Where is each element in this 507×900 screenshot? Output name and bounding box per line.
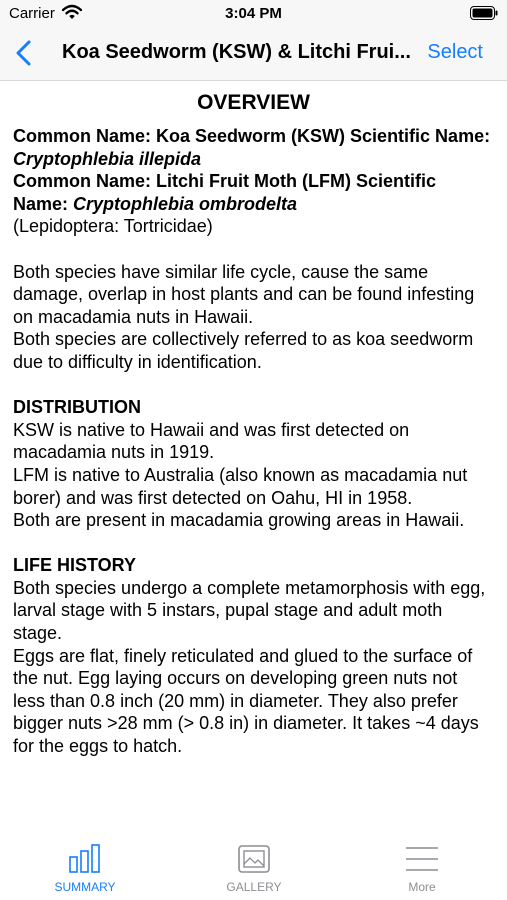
more-icon [405, 844, 439, 874]
distribution-heading: DISTRIBUTION [13, 397, 141, 418]
select-button[interactable]: Select [427, 41, 483, 63]
tab-more-label: More [408, 880, 436, 894]
navigation-bar [0, 28, 507, 81]
tab-more[interactable] [362, 844, 482, 894]
battery-icon [470, 6, 498, 20]
common-name-lfm [13, 170, 494, 215]
scientific-name-ksw: Cryptophlebia illepida [13, 148, 202, 169]
distribution-paragraph-3: Both are present in macadamia growing areas in Hawaii. [13, 510, 465, 531]
intro-paragraph-2: Both species are collectively referred to as koa seedworm due to difficulty in identification. [13, 329, 474, 372]
distribution-paragraph-2: LFM is native to Australia (also known as macadamia nut borer) and was first detected on Oahu, HI in 1958. [13, 464, 468, 508]
tab-summary[interactable] [25, 844, 145, 894]
name-label-ksw: Common Name: Koa Seedworm (KSW) Scientific Name: [13, 126, 491, 146]
back-chevron-icon[interactable] [10, 38, 40, 68]
name-label-lfm: Common Name: Litchi Fruit Moth (LFM) Scientific Name: [13, 171, 436, 214]
overview-heading: OVERVIEW [197, 91, 310, 114]
gallery-icon [237, 844, 271, 874]
tab-bar [0, 832, 507, 900]
life-history-paragraph-2: Eggs are flat, finely reticulated and glued to the surface of the nut. Egg laying occurs on developing green nuts not less than 0.8 inch (20 mm) in diameter. They also prefer bigger nuts >28 mm (> 0.8 in) in diameter. It takes ~4 days for the eggs to hatch. [13, 645, 479, 757]
tab-gallery-label: GALLERY [226, 880, 282, 894]
status-time: 3:04 PM [225, 5, 282, 22]
bar-chart-icon [68, 844, 102, 874]
order-text: (Lepidoptera: Tortricidae) [13, 216, 213, 237]
intro-paragraph-1: Both species have similar life cycle, cause the same damage, overlap in host plants and can be found infesting on macadamia nuts in Hawaii. [13, 261, 475, 327]
life-history-paragraph-1: Both species undergo a complete metamorphosis with egg, larval stage with 5 instars, pupal stage and adult moth stage. [13, 577, 486, 644]
distribution-paragraph-1: KSW is native to Hawaii and was first detected on macadamia nuts in 1919. [13, 419, 410, 463]
status-bar [0, 0, 507, 28]
carrier-label: Carrier [9, 5, 55, 22]
tab-summary-label: SUMMARY [54, 880, 116, 894]
page-title: Koa Seedworm (KSW) & Litchi Frui... [62, 41, 411, 63]
life-history-heading: LIFE HISTORY [13, 555, 137, 576]
tab-gallery[interactable] [194, 844, 314, 894]
scientific-name-lfm: Cryptophlebia ombrodelta [73, 193, 298, 214]
common-name-ksw [13, 125, 494, 170]
content-scroll-area[interactable] [0, 80, 507, 768]
